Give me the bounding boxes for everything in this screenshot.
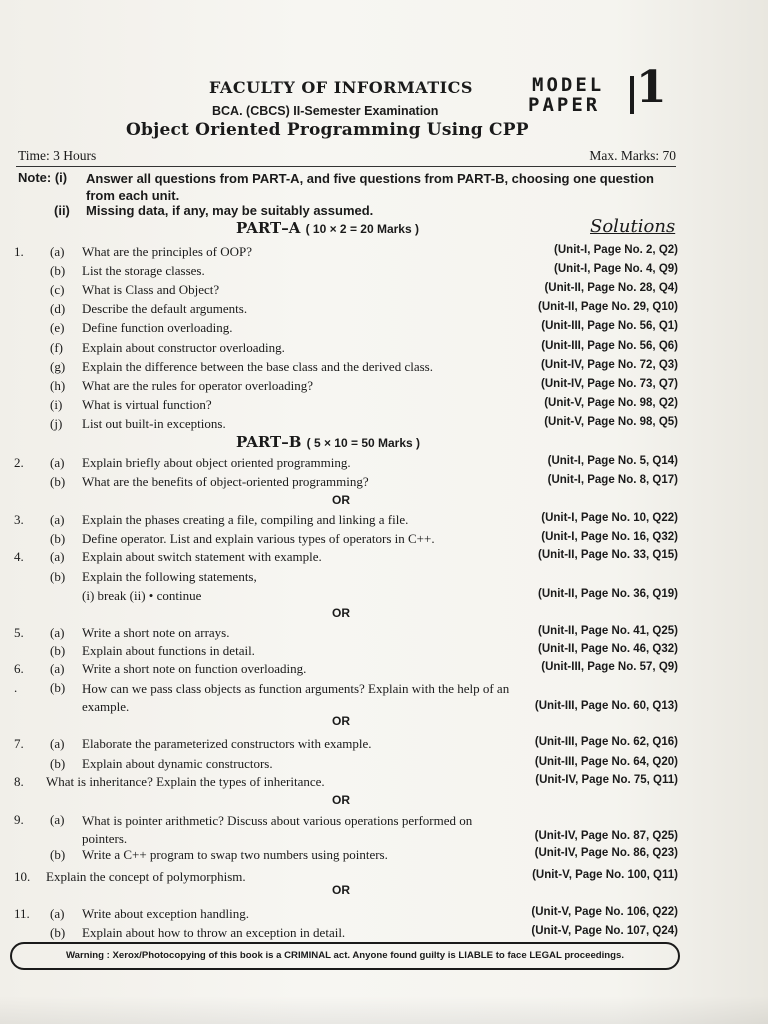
question-number: 1. — [14, 244, 24, 259]
sub-question-label: (b) — [50, 925, 66, 940]
question-row — [0, 906, 768, 925]
question-row — [0, 569, 768, 588]
paper-number: 1 — [636, 62, 667, 113]
part-a-title: PART–A — [236, 219, 301, 237]
solution-reference: (Unit-V, Page No. 100, Q11) — [532, 869, 678, 881]
question-row — [0, 263, 768, 282]
sub-question-label: (a) — [50, 244, 65, 259]
question-text: Explain about dynamic constructors. — [82, 756, 273, 771]
question-row — [0, 531, 768, 550]
sub-question-label: (b) — [50, 474, 66, 489]
sub-question-label: (f) — [50, 340, 63, 355]
solution-reference: (Unit-II, Page No. 41, Q25) — [538, 625, 678, 637]
solution-reference: (Unit-I, Page No. 4, Q9) — [554, 263, 678, 275]
question-row — [0, 774, 768, 793]
question-row — [0, 869, 768, 888]
question-text: Explain the following statements, — [82, 569, 257, 584]
paper-label: PAPER — [528, 94, 601, 116]
question-row — [0, 282, 768, 301]
question-text: Write a short note on arrays. — [82, 625, 230, 640]
question-row — [0, 661, 768, 680]
solutions-heading: Solutions — [590, 216, 676, 237]
note-label-2: (ii) — [54, 203, 70, 218]
question-row — [0, 455, 768, 474]
solution-reference: (Unit-III, Page No. 60, Q13) — [534, 700, 678, 712]
solution-reference: (Unit-IV, Page No. 86, Q23) — [534, 847, 678, 859]
question-text: Explain about how to throw an exception in detail. — [82, 925, 346, 940]
question-row — [0, 474, 768, 493]
question-text: Write about exception handling. — [82, 906, 249, 921]
question-number: 8. — [14, 774, 24, 789]
question-text: What is pointer arithmetic? Discuss about various operations performed on pointers. — [82, 813, 473, 846]
question-text: Explain the difference between the base class and the derived class. — [82, 359, 433, 374]
note-text-2: Missing data, if any, may be suitably assumed. — [86, 203, 374, 218]
or-separator: OR — [332, 493, 350, 507]
solution-reference: (Unit-V, Page No. 106, Q22) — [531, 906, 678, 918]
question-number: 9. — [14, 812, 24, 827]
question-row — [0, 549, 768, 568]
sub-question-label: (a) — [50, 512, 65, 527]
sub-question-label: (j) — [50, 416, 63, 431]
solution-reference: (Unit-IV, Page No. 87, Q25) — [534, 830, 678, 842]
solution-reference: (Unit-III, Page No. 64, Q20) — [534, 756, 678, 768]
question-row — [0, 512, 768, 531]
question-text: Describe the default arguments. — [82, 301, 248, 316]
sub-question-label: (a) — [50, 736, 65, 751]
solution-reference: (Unit-III, Page No. 57, Q9) — [541, 661, 678, 673]
question-text: What is virtual function? — [82, 397, 212, 412]
sub-question-label: (g) — [50, 359, 66, 374]
solution-reference: (Unit-IV, Page No. 73, Q7) — [541, 378, 678, 390]
time-marks-row — [16, 148, 676, 167]
question-text: Define operator. List and explain various types of operators in C++. — [82, 531, 435, 546]
solution-reference: (Unit-II, Page No. 29, Q10) — [538, 301, 678, 313]
or-separator: OR — [332, 883, 350, 897]
part-b-marks: ( 5 × 10 = 50 Marks ) — [306, 436, 421, 450]
solution-reference: (Unit-I, Page No. 2, Q2) — [554, 244, 678, 256]
question-text: Explain the phases creating a file, compiling and linking a file. — [82, 512, 409, 527]
copyright-warning: Warning : Xerox/Photocopying of this book is a CRIMINAL act. Anyone found guilty is LIABLE to face LEGAL proceedings. — [10, 942, 680, 970]
question-text: Explain about constructor overloading. — [82, 340, 285, 355]
question-number: 2. — [14, 455, 24, 470]
or-separator: OR — [332, 793, 350, 807]
question-text: What is Class and Object? — [82, 282, 220, 297]
question-row — [0, 736, 768, 755]
solution-reference: (Unit-II, Page No. 46, Q32) — [538, 643, 678, 655]
question-text: Explain briefly about object oriented programming. — [82, 455, 351, 470]
question-row — [0, 847, 768, 866]
question-text: Write a C++ program to swap two numbers using pointers. — [82, 847, 388, 862]
solution-reference: (Unit-V, Page No. 98, Q2) — [544, 397, 678, 409]
question-number: 7. — [14, 736, 24, 751]
question-text: What are the principles of OOP? — [82, 244, 253, 259]
question-number: 5. — [14, 625, 24, 640]
sub-question-label: (b) — [50, 847, 66, 862]
exam-title: BCA. (CBCS) II-Semester Examination — [212, 104, 439, 118]
question-number: 4. — [14, 549, 24, 564]
sub-question-label: (b) — [50, 531, 66, 546]
solution-reference: (Unit-V, Page No. 107, Q24) — [531, 925, 678, 937]
question-text: List out built-in exceptions. — [82, 416, 226, 431]
or-separator: OR — [332, 714, 350, 728]
solution-reference: (Unit-III, Page No. 62, Q16) — [534, 736, 678, 748]
question-row — [0, 378, 768, 397]
time-allowed: Time: 3 Hours — [18, 148, 97, 163]
solution-reference: (Unit-II, Page No. 28, Q4) — [544, 282, 678, 294]
question-text: What is inheritance? Explain the types of inheritance. — [46, 774, 325, 789]
solution-reference: (Unit-V, Page No. 98, Q5) — [544, 416, 678, 428]
question-number: 10. — [14, 869, 31, 884]
max-marks: Max. Marks: 70 — [589, 148, 676, 163]
question-row — [0, 756, 768, 775]
solution-reference: (Unit-IV, Page No. 72, Q3) — [541, 359, 678, 371]
or-separator: OR — [332, 606, 350, 620]
question-text: Elaborate the parameterized constructors with example. — [82, 736, 372, 751]
sub-question-label: (b) — [50, 756, 66, 771]
question-text: What are the benefits of object-oriented programming? — [82, 474, 369, 489]
question-row — [0, 812, 768, 848]
question-text: List the storage classes. — [82, 263, 205, 278]
question-text: (i) break (ii) • continue — [82, 588, 202, 603]
solution-reference: (Unit-II, Page No. 36, Q19) — [538, 588, 678, 600]
question-number: 11. — [14, 906, 30, 921]
sub-question-label: (a) — [50, 549, 65, 564]
sub-question-label: (a) — [50, 812, 65, 827]
solution-reference: (Unit-III, Page No. 56, Q6) — [541, 340, 678, 352]
question-number: . — [14, 680, 18, 695]
sub-question-label: (h) — [50, 378, 66, 393]
sub-question-label: (d) — [50, 301, 66, 316]
sub-question-label: (c) — [50, 282, 65, 297]
question-text: Explain about functions in detail. — [82, 643, 255, 658]
question-row — [0, 625, 768, 644]
solution-reference: (Unit-I, Page No. 8, Q17) — [547, 474, 678, 486]
question-text: Explain the concept of polymorphism. — [46, 869, 246, 884]
question-row — [0, 320, 768, 339]
part-a-heading — [236, 219, 419, 237]
question-row — [0, 397, 768, 416]
question-row — [0, 340, 768, 359]
sub-question-label: (a) — [50, 455, 65, 470]
solution-reference: (Unit-II, Page No. 33, Q15) — [538, 549, 678, 561]
question-number: 3. — [14, 512, 24, 527]
question-row — [0, 244, 768, 263]
solution-reference: (Unit-I, Page No. 10, Q22) — [541, 512, 678, 524]
sub-question-label: (a) — [50, 625, 65, 640]
question-text: Write a short note on function overloading. — [82, 661, 307, 676]
part-b-title: PART–B — [236, 433, 302, 451]
sub-question-label: (b) — [50, 569, 66, 584]
solution-reference: (Unit-I, Page No. 5, Q14) — [547, 455, 678, 467]
sub-question-label: (b) — [50, 263, 66, 278]
question-row — [0, 301, 768, 320]
page-edge-shadow — [0, 996, 768, 1024]
sub-question-label: (a) — [50, 906, 65, 921]
question-number: 6. — [14, 661, 24, 676]
note-text-1: Answer all questions from PART-A, and five questions from PART-B, choosing one question from each unit. — [86, 171, 654, 203]
sub-question-label: (e) — [50, 320, 65, 335]
badge-divider — [630, 76, 634, 114]
sub-question-label: (a) — [50, 661, 65, 676]
question-text: Explain about switch statement with example. — [82, 549, 322, 564]
question-text: How can we pass class objects as function arguments? Explain with the help of an example. — [82, 681, 510, 714]
question-text: Define function overloading. — [82, 320, 233, 335]
solution-reference: (Unit-IV, Page No. 75, Q11) — [535, 774, 678, 786]
subject-title: Object Oriented Programming Using CPP — [126, 120, 529, 140]
question-row — [0, 588, 768, 607]
model-paper-badge — [528, 62, 678, 116]
model-label: MODEL — [532, 74, 605, 96]
solution-reference: (Unit-I, Page No. 16, Q32) — [541, 531, 678, 543]
question-row — [0, 359, 768, 378]
faculty-title: FACULTY OF INFORMATICS — [209, 78, 473, 97]
sub-question-label: (i) — [50, 397, 63, 412]
sub-question-label: (b) — [50, 680, 66, 695]
part-b-heading — [236, 433, 420, 451]
sub-question-label: (b) — [50, 643, 66, 658]
question-row — [0, 643, 768, 662]
solution-reference: (Unit-III, Page No. 56, Q1) — [541, 320, 678, 332]
question-text: What are the rules for operator overloading? — [82, 378, 314, 393]
question-row — [0, 680, 768, 718]
note-label: Note: (i) — [18, 170, 68, 185]
part-a-marks: ( 10 × 2 = 20 Marks ) — [305, 222, 419, 236]
